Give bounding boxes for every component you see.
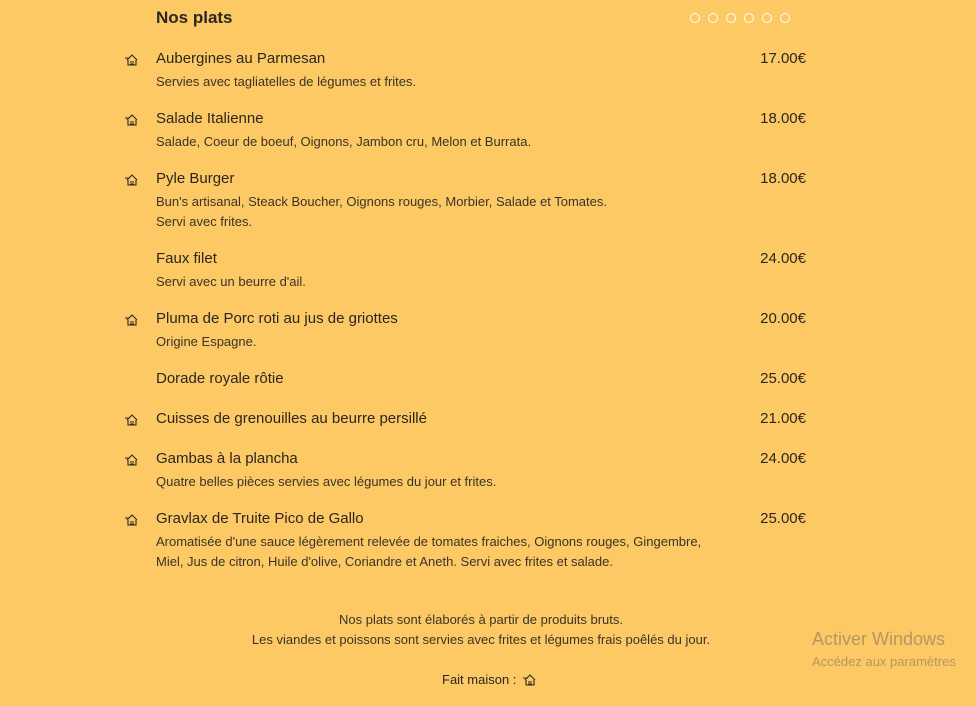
dish-description: Bun's artisanal, Steack Boucher, Oignons rouges, Morbier, Salade et Tomates. Servi avec frites. [156, 194, 607, 229]
dish-price: 21.00€ [760, 410, 806, 427]
homemade-icon [124, 453, 140, 467]
dish-description: Origine Espagne. [156, 334, 257, 349]
homemade-icon [124, 53, 140, 67]
carousel-dot-2[interactable] [708, 13, 718, 23]
carousel-dot-6[interactable] [780, 13, 790, 23]
dish-price: 18.00€ [760, 170, 806, 187]
dish-name: Salade Italienne [156, 110, 264, 127]
homemade-icon [522, 673, 538, 687]
homemade-legend [442, 672, 538, 687]
footer-note-sides: Les viandes et poissons sont servies avec frites et légumes frais poêlés du jour. [251, 632, 711, 647]
footer-note-raw-products: Nos plats sont élaborés à partir de produits bruts. [339, 612, 623, 627]
homemade-icon [124, 313, 140, 327]
dish-item [0, 308, 976, 368]
dish-name: Pluma de Porc roti au jus de griottes [156, 310, 398, 327]
section-title: Nos plats [156, 8, 233, 27]
carousel-dot-5[interactable] [762, 13, 772, 23]
dish-item [0, 508, 976, 588]
homemade-icon [124, 413, 140, 427]
dish-name: Aubergines au Parmesan [156, 50, 326, 67]
windows-activation-subtitle: Accédez aux paramètres [812, 654, 956, 669]
homemade-icon [124, 113, 140, 127]
dish-name: Dorade royale rôtie [156, 370, 284, 387]
dish-name: Pyle Burger [156, 170, 235, 187]
dish-price: 18.00€ [760, 110, 806, 127]
dish-item [0, 248, 976, 308]
dish-description: Aromatisée d'une sauce légèrement relevée de tomates fraiches, Oignons rouges, Gingembre, Miel, Jus de citron, Huile d'olive, Coriandre et Aneth. Servi avec frites et salade. [156, 534, 702, 569]
dish-name: Gambas à la plancha [156, 450, 298, 467]
dish-price: 24.00€ [760, 450, 806, 467]
dish-description: Salade, Coeur de boeuf, Oignons, Jambon cru, Melon et Burrata. [156, 134, 532, 149]
dish-name: Cuisses de grenouilles au beurre persillé [156, 410, 427, 427]
dish-name: Faux filet [156, 250, 217, 267]
dish-item [0, 408, 976, 448]
dish-item [0, 448, 976, 508]
dish-price: 24.00€ [760, 250, 806, 267]
dish-price: 17.00€ [760, 50, 806, 67]
dish-price: 20.00€ [760, 310, 806, 327]
dish-item [0, 168, 976, 248]
carousel-dot-1[interactable] [690, 13, 700, 23]
dish-price: 25.00€ [760, 510, 806, 527]
dish-description: Quatre belles pièces servies avec légumes du jour et frites. [156, 474, 497, 489]
dish-item [0, 48, 976, 108]
dish-name: Gravlax de Truite Pico de Gallo [156, 510, 364, 527]
homemade-icon [124, 513, 140, 527]
dish-list [0, 48, 976, 588]
dish-item [0, 108, 976, 168]
carousel-dot-4[interactable] [744, 13, 754, 23]
dish-item [0, 368, 976, 408]
dish-description: Servies avec tagliatelles de légumes et frites. [156, 74, 417, 89]
dish-price: 25.00€ [760, 370, 806, 387]
dish-description: Servi avec un beurre d'ail. [156, 274, 306, 289]
carousel-dots [690, 13, 790, 23]
homemade-icon [124, 173, 140, 187]
carousel-dot-3[interactable] [726, 13, 736, 23]
windows-activation-title: Activer Windows [812, 629, 946, 649]
legend-label: Fait maison : [442, 672, 517, 687]
